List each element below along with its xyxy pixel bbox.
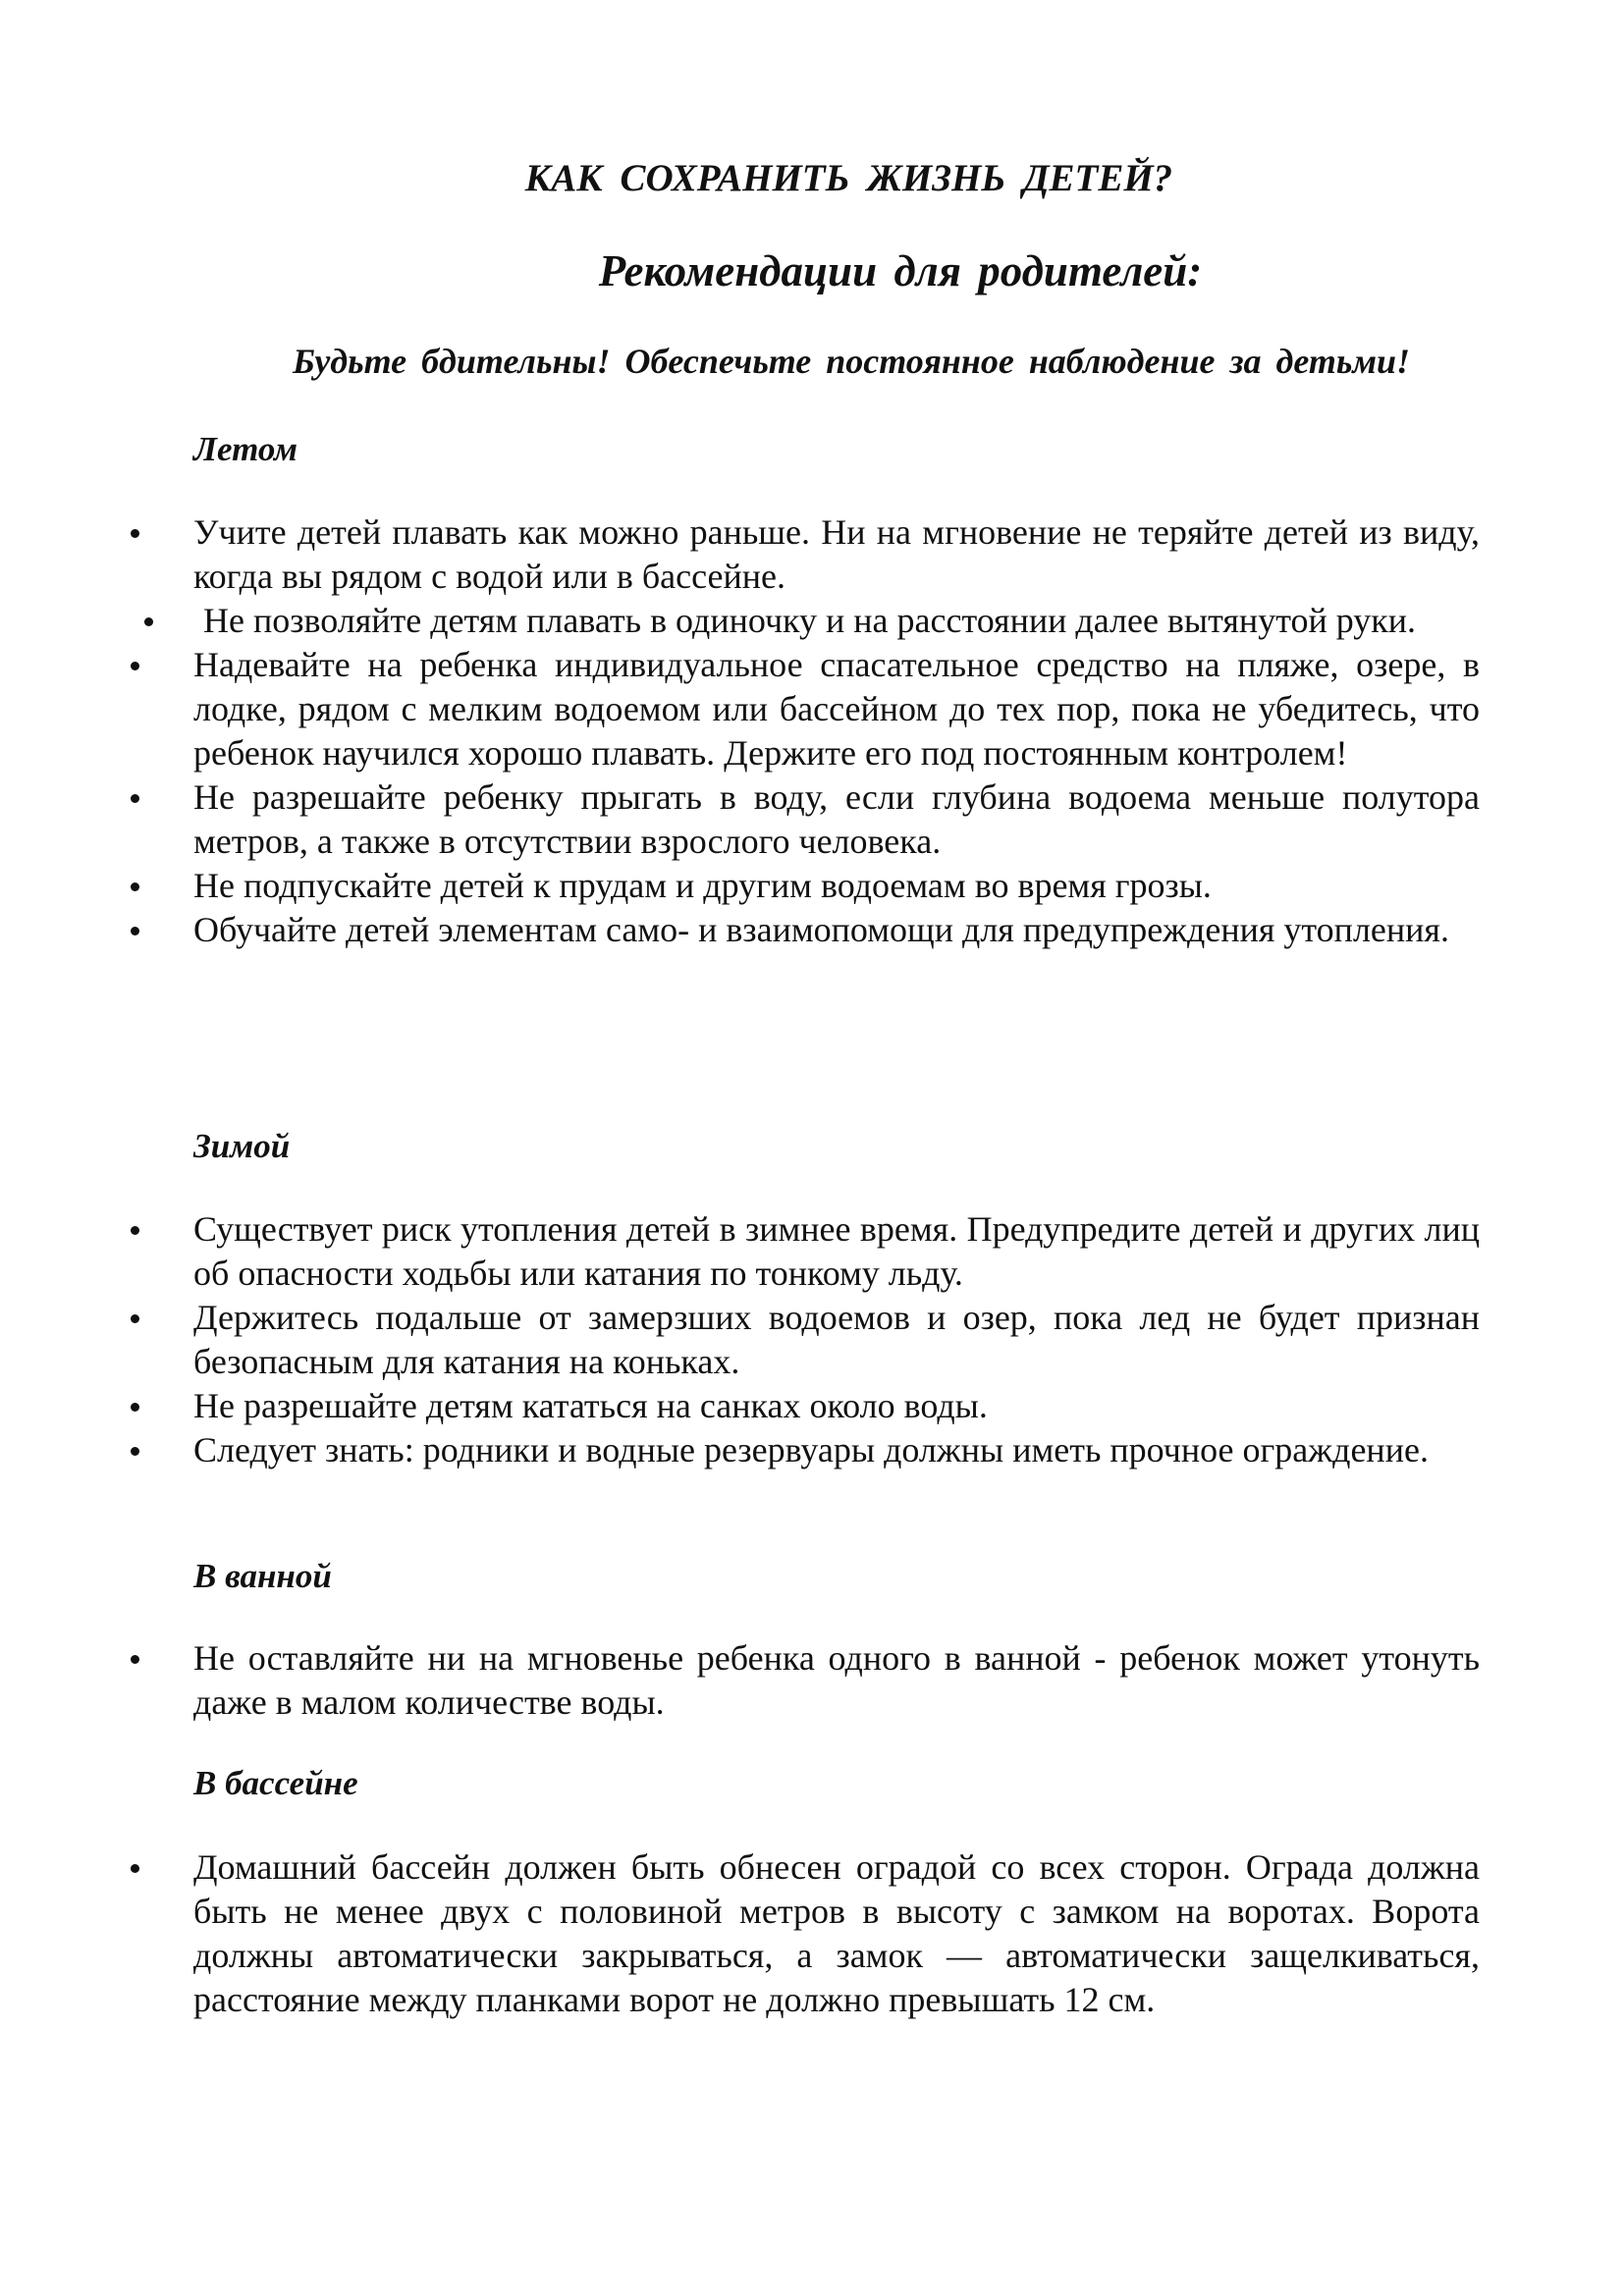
list-item: Не разрешайте ребенку прыгать в воду, если глубина водоема меньше полутора метров, а также в отсутствии взрослого человека. [0, 775, 1480, 864]
section-list-summer [0, 510, 1624, 952]
list-item: Существует риск утопления детей в зимнее время. Предупредите детей и других лиц об опасности ходьбы или катания по тонкому льду. [0, 1207, 1480, 1296]
bullet-icon [131, 1447, 139, 1456]
page-subtitle: Рекомендации для родителей: [598, 246, 1203, 295]
section-list-bath [0, 1636, 1624, 1725]
list-item: Не подпускайте детей к прудам и другим водоемам во время грозы. [0, 864, 1480, 908]
list-item: Домашний бассейн должен быть обнесен оградой со всех сторон. Ограда должна быть не менее двух с половиной метров в высоту с замком на воротах. Ворота должны автоматически закрываться, а замок — автоматически защелкиваться, расстояние между планками ворот не должно превышать 12 см. [0, 1845, 1480, 2022]
list-item: Следует знать: родники и водные резервуары должны иметь прочное ограждение. [0, 1428, 1480, 1472]
section-list-winter [0, 1207, 1624, 1472]
section-heading-pool: В бассейне [193, 1764, 358, 1802]
section-heading-summer: Летом [193, 430, 298, 468]
bullet-icon [131, 927, 139, 935]
section-list-pool [0, 1845, 1624, 2022]
bullet-icon [131, 794, 139, 803]
list-item: Обучайте детей элементам само- и взаимопомощи для предупреждения утопления. [0, 908, 1480, 952]
section-heading-bath: В ванной [193, 1557, 332, 1595]
bullet-icon [131, 529, 139, 538]
list-item: Не разрешайте детям кататься на санках около воды. [0, 1384, 1480, 1428]
bullet-icon [131, 882, 139, 891]
bullet-icon [131, 1226, 139, 1235]
bullet-icon [131, 1314, 139, 1323]
bullet-icon [131, 1655, 139, 1664]
bullet-icon [131, 1864, 139, 1873]
page-tagline: Будьте бдительны! Обеспечьте постоянное наблюдение за детьми! [292, 342, 1411, 381]
bullet-icon [144, 617, 153, 626]
list-item: Держитесь подальше от замерзших водоемов и озер, пока лед не будет признан безопасным для катания на коньках. [0, 1296, 1480, 1384]
bullet-icon [131, 662, 139, 670]
page-title: КАК СОХРАНИТЬ ЖИЗНЬ ДЕТЕЙ? [524, 157, 1173, 199]
section-heading-winter: Зимой [193, 1127, 291, 1165]
list-item: Учите детей плавать как можно раньше. Ни на мгновение не теряйте детей из виду, когда вы рядом с водой или в бассейне. [0, 510, 1480, 599]
list-item: Надевайте на ребенка индивидуальное спасательное средство на пляже, озере, в лодке, рядом с мелким водоемом или бассейном до тех пор, пока не убедитесь, что ребенок научился хорошо плавать. Держите его под постоянным контролем! [0, 643, 1480, 775]
list-item: Не позволяйте детям плавать в одиночку и на расстоянии далее вытянутой руки. [0, 599, 1480, 643]
list-item: Не оставляйте ни на мгновенье ребенка одного в ванной - ребенок может утонуть даже в малом количестве воды. [0, 1636, 1480, 1725]
bullet-icon [131, 1403, 139, 1412]
